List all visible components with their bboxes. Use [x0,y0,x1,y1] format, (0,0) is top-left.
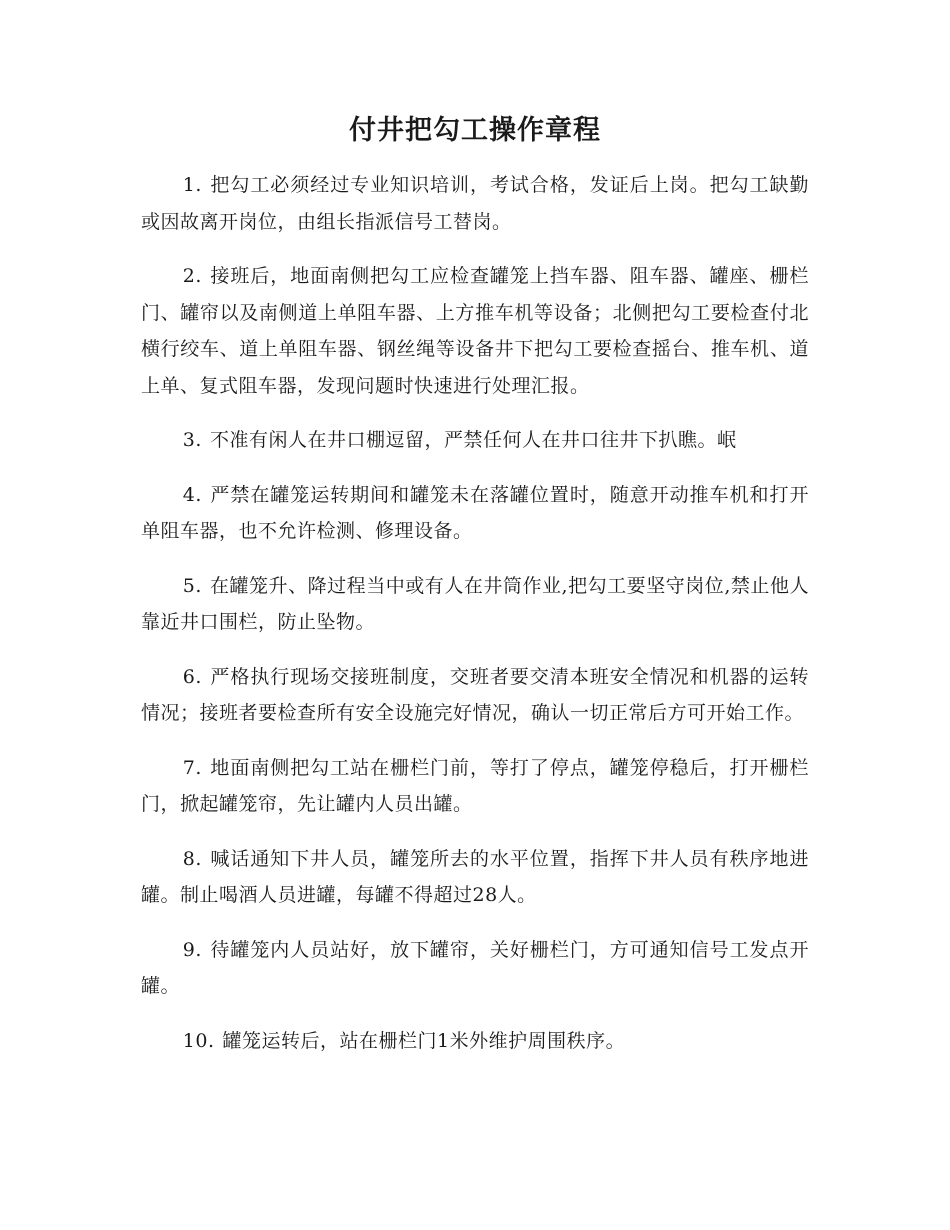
paragraph-8 [141,841,809,914]
paragraph-text: 把勾工必须经过专业知识培训，考试合格，发证后上岗。把勾工缺勤或因故离开岗位，由组长指派信号工替岗。 [141,174,809,233]
paragraph-number: 4. [182,483,202,506]
paragraph-text: 罐笼运转后，站在栅栏门1米外维护周围秩序。 [222,1029,626,1052]
paragraph-number: 9. [182,938,202,961]
paragraph-text: 喊话通知下井人员，罐笼所去的水平位置，指挥下井人员有秩序地进罐。制止喝酒人员进罐，每罐不得超过28人。 [141,847,809,906]
paragraph-text: 地面南侧把勾工站在栅栏门前，等打了停点，罐笼停稳后，打开栅栏门，掀起罐笼帘，先让罐内人员出罐。 [141,756,809,815]
paragraph-4 [141,477,809,550]
paragraph-3 [141,422,809,459]
paragraph-6 [141,659,809,732]
paragraph-text: 待罐笼内人员站好，放下罐帘，关好栅栏门，方可通知信号工发点开罐。 [141,938,809,997]
paragraph-10 [141,1023,809,1060]
paragraph-number: 10. [182,1029,215,1052]
paragraph-number: 8. [182,847,202,870]
paragraph-9 [141,932,809,1005]
paragraph-text: 严格执行现场交接班制度，交班者要交清本班安全情况和机器的运转情况；接班者要检查所有安全设施完好情况，确认一切正常后方可开始工作。 [141,665,809,724]
paragraph-text: 严禁在罐笼运转期间和罐笼未在落罐位置时，随意开动推车机和打开单阻车器，也不允许检测、修理设备。 [141,483,809,542]
paragraph-text: 不准有闲人在井口棚逗留，严禁任何人在井口往井下扒瞧。岷 [209,429,737,451]
paragraph-2 [141,258,809,404]
paragraph-7 [141,750,809,823]
paragraph-number: 2. [182,265,202,287]
paragraph-number: 1. [182,174,202,196]
paragraph-number: 3. [182,429,202,451]
paragraph-number: 6. [182,665,202,688]
paragraph-number: 5. [182,574,202,597]
document-body [141,167,809,1077]
paragraph-1 [141,167,809,240]
paragraph-5 [141,568,809,641]
document-title: 付井把勾工操作章程 [349,115,601,146]
paragraph-text: 在罐笼升、降过程当中或有人在井筒作业,把勾工要坚守岗位,禁止他人靠近井口围栏，防止坠物。 [141,574,809,633]
paragraph-text: 接班后，地面南侧把勾工应检查罐笼上挡车器、阻车器、罐座、栅栏门、罐帘以及南侧道上单阻车器、上方推车机等设备；北侧把勾工要检查付北横行绞车、道上单阻车器、钢丝绳等设备井下把勾工要检查摇台、推车机、道上单、复式阻车器，发现问题时快速进行处理汇报。 [141,265,809,397]
paragraph-number: 7. [182,756,202,779]
